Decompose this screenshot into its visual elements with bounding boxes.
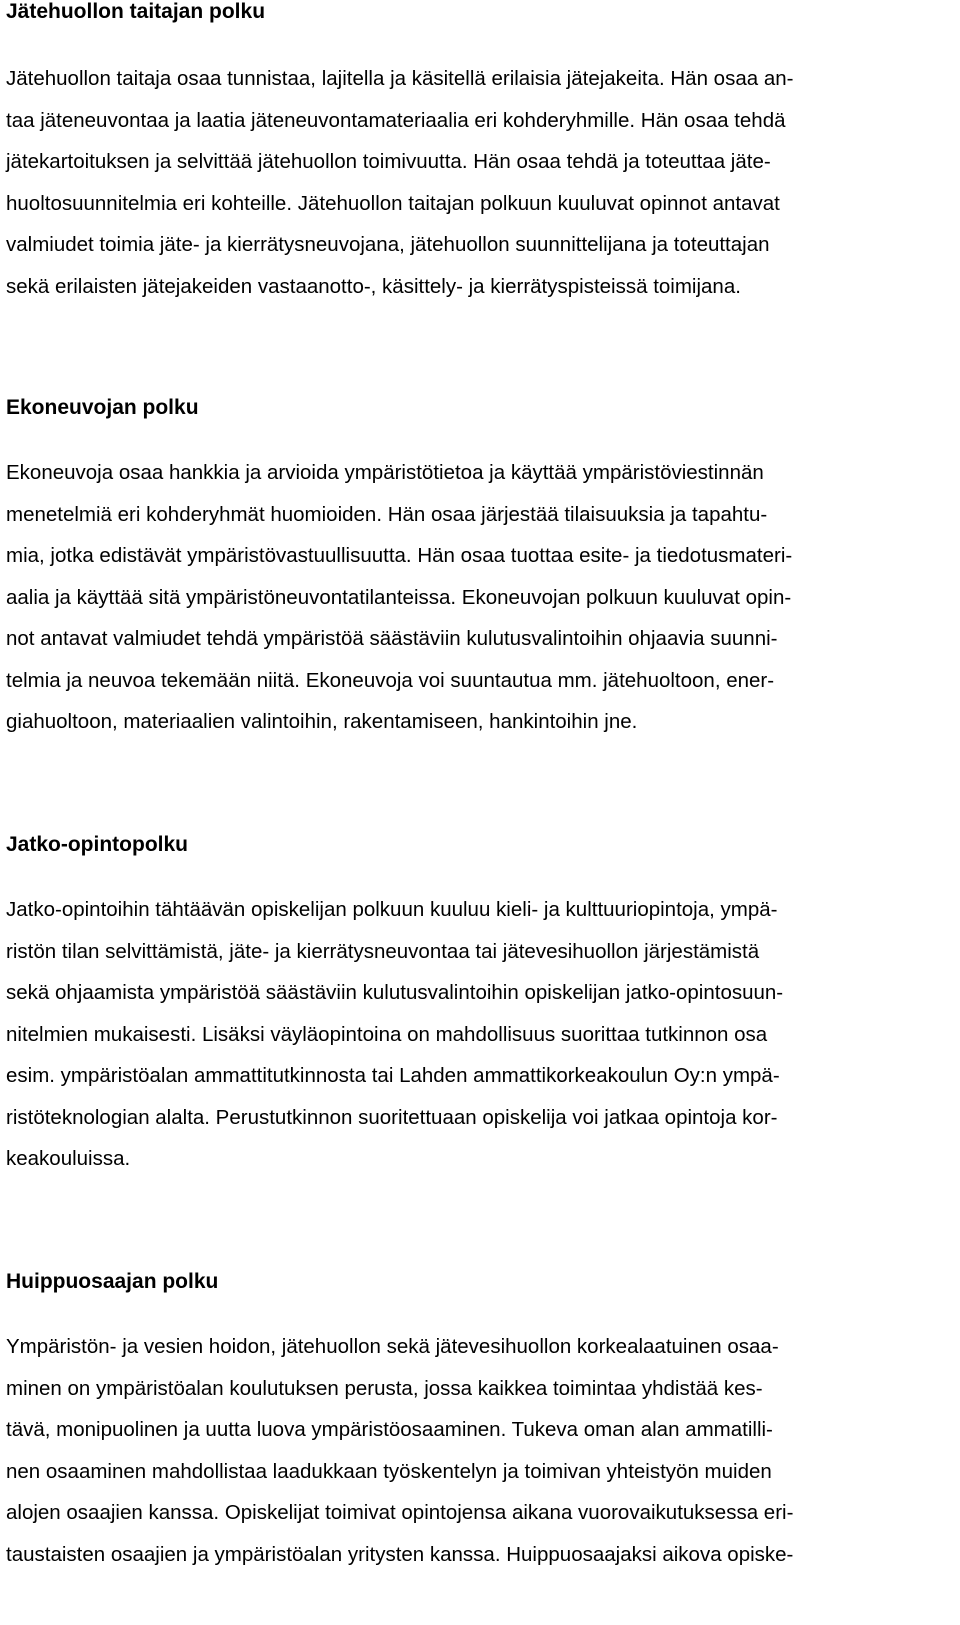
paragraph-line: ristön tilan selvittämistä, jäte- ja kierrätysneuvontaa tai jätevesihuollon järjestämistä bbox=[6, 939, 760, 963]
paragraph-line: nitelmien mukaisesti. Lisäksi väyläopintoina on mahdollisuus suorittaa tutkinnon osa bbox=[6, 1022, 768, 1046]
section-jatehuollon-taitajan-polku bbox=[6, 0, 946, 307]
paragraph-line: nen osaaminen mahdollistaa laadukkaan työskentelyn ja toimivan yhteistyön muiden bbox=[6, 1459, 772, 1483]
section-paragraph bbox=[6, 889, 946, 1180]
paragraph-line: alojen osaajien kanssa. Opiskelijat toimivat opintojensa aikana vuorovaikutuksessa eri- bbox=[6, 1501, 794, 1524]
paragraph-line: aalia ja käyttää sitä ympäristöneuvontatilanteissa. Ekoneuvojan polkuun kuuluvat opin- bbox=[6, 585, 792, 609]
paragraph-line: jätekartoituksen ja selvittää jätehuollon toimivuutta. Hän osaa tehdä ja toteuttaa jäte- bbox=[6, 150, 771, 173]
paragraph-line: valmiudet toimia jäte- ja kierrätysneuvojana, jätehuollon suunnittelijana ja toteuttajan bbox=[6, 233, 770, 256]
paragraph-line: sekä ohjaamista ympäristöä säästäviin kulutusvalintoihin opiskelijan jatko-opintosuun- bbox=[6, 981, 784, 1004]
section-paragraph bbox=[6, 58, 946, 307]
paragraph-line: not antavat valmiudet tehdä ympäristöä säästäviin kulutusvalintoihin ohjaavia suunni- bbox=[6, 627, 778, 650]
paragraph-line: keakouluissa. bbox=[6, 1147, 131, 1170]
paragraph-line: giahuoltoon, materiaalien valintoihin, rakentamiseen, hankintoihin jne. bbox=[6, 710, 638, 733]
paragraph-line: taa jäteneuvontaa ja laatia jäteneuvontamateriaalia eri kohderyhmille. Hän osaa tehdä bbox=[6, 108, 786, 132]
section-heading: Ekoneuvojan polku bbox=[6, 396, 199, 419]
paragraph-line: taustaisten osaajien ja ympäristöalan yritysten kanssa. Huippuosaajaksi aikova opiske- bbox=[6, 1542, 794, 1566]
paragraph-line: Jatko-opintoihin tähtäävän opiskelijan polkuun kuuluu kieli- ja kulttuuriopintoja, ympä- bbox=[6, 898, 778, 921]
section-huippuosaajan-polku bbox=[6, 1270, 946, 1575]
paragraph-line: esim. ympäristöalan ammattitutkinnosta tai Lahden ammattikorkeakoulun Oy:n ympä- bbox=[6, 1064, 780, 1087]
paragraph-line: Ekoneuvoja osaa hankkia ja arvioida ympäristötietoa ja käyttää ympäristöviestinnän bbox=[6, 461, 764, 484]
paragraph-line: Jätehuollon taitaja osaa tunnistaa, lajitella ja käsitellä erilaisia jätejakeita. Hän osaa an- bbox=[6, 67, 794, 90]
paragraph-line: minen on ympäristöalan koulutuksen perusta, jossa kaikkea toimintaa yhdistää kes- bbox=[6, 1376, 763, 1400]
section-heading: Jätehuollon taitajan polku bbox=[6, 0, 266, 23]
paragraph-line: huoltosuunnitelmia eri kohteille. Jätehuollon taitajan polkuun kuuluvat opinnot antavat bbox=[6, 191, 780, 215]
paragraph-line: Ympäristön- ja vesien hoidon, jätehuollon sekä jätevesihuollon korkealaatuinen osaa- bbox=[6, 1335, 779, 1358]
paragraph-line: menetelmiä eri kohderyhmät huomioiden. Hän osaa järjestää tilaisuuksia ja tapahtu- bbox=[6, 502, 768, 526]
paragraph-line: sekä erilaisten jätejakeiden vastaanotto-, käsittely- ja kierrätyspisteissä toimijana. bbox=[6, 274, 741, 298]
paragraph-line: tävä, monipuolinen ja uutta luova ympäristöosaaminen. Tukeva oman alan ammatilli- bbox=[6, 1418, 773, 1441]
paragraph-line: mia, jotka edistävät ympäristövastuullisuutta. Hän osaa tuottaa esite- ja tiedotusmateri- bbox=[6, 544, 793, 567]
section-heading: Jatko-opintopolku bbox=[6, 833, 188, 856]
section-jatko-opintopolku bbox=[6, 833, 946, 1180]
paragraph-line: ristöteknologian alalta. Perustutkinnon suoritettuaan opiskelija voi jatkaa opintoja kor- bbox=[6, 1105, 778, 1129]
section-paragraph bbox=[6, 452, 946, 743]
paragraph-line: telmia ja neuvoa tekemään niitä. Ekoneuvoja voi suuntautua mm. jätehuoltoon, ener- bbox=[6, 668, 775, 692]
section-ekoneuvojan-polku bbox=[6, 396, 946, 743]
section-paragraph bbox=[6, 1326, 946, 1575]
section-heading: Huippuosaajan polku bbox=[6, 1270, 219, 1293]
